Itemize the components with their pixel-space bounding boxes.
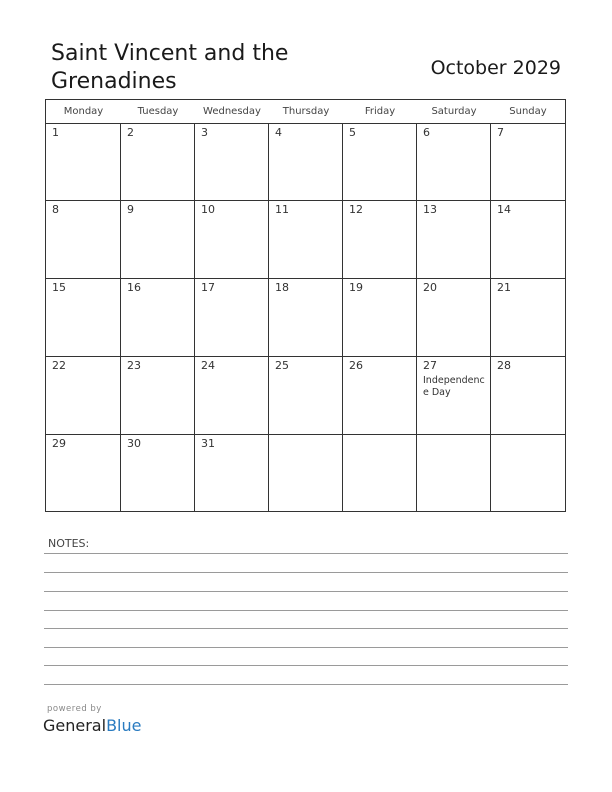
day-number: 11 (275, 203, 289, 216)
day-cell-5 (343, 124, 417, 200)
notes-label: NOTES: (48, 537, 90, 550)
day-cell-24 (195, 357, 269, 433)
day-cell-9 (121, 201, 195, 277)
day-number: 25 (275, 359, 289, 372)
day-number: 4 (275, 126, 282, 139)
day-number: 8 (52, 203, 59, 216)
day-number: 3 (201, 126, 208, 139)
day-cell-10 (195, 201, 269, 277)
day-cell-11 (269, 201, 343, 277)
notes-line (44, 553, 568, 554)
weekday-sunday: Sunday (509, 106, 547, 117)
day-number: 13 (423, 203, 437, 216)
notes-line (44, 647, 568, 648)
day-number: 6 (423, 126, 430, 139)
day-cell-19 (343, 279, 417, 355)
day-number: 5 (349, 126, 356, 139)
powered-by-text: powered by (47, 704, 102, 714)
day-cell-17 (195, 279, 269, 355)
weekday-monday: Monday (63, 106, 104, 117)
day-number: 24 (201, 359, 215, 372)
day-number: 9 (127, 203, 134, 216)
brand-blue: Blue (106, 716, 142, 735)
day-cell-6 (417, 124, 491, 200)
day-cell-18 (269, 279, 343, 355)
day-cell-29 (46, 435, 121, 511)
notes-line (44, 665, 568, 666)
day-cell-4 (269, 124, 343, 200)
day-cell-14 (491, 201, 565, 277)
weekday-thursday: Thursday (282, 106, 330, 117)
day-cell-23 (121, 357, 195, 433)
day-number: 17 (201, 281, 215, 294)
day-cell-27 (417, 357, 491, 433)
day-number: 28 (497, 359, 511, 372)
day-number: 31 (201, 437, 215, 450)
day-cell-21 (491, 279, 565, 355)
empty-day-cell (269, 435, 343, 511)
day-cell-3 (195, 124, 269, 200)
notes-line (44, 628, 568, 629)
day-number: 27 (423, 359, 437, 372)
day-cell-20 (417, 279, 491, 355)
holiday-label: Independence Day (423, 375, 485, 398)
weekday-friday: Friday (364, 106, 396, 117)
weekday-wednesday: Wednesday (203, 106, 261, 117)
day-number: 7 (497, 126, 504, 139)
notes-line (44, 572, 568, 573)
day-number: 12 (349, 203, 363, 216)
day-cell-30 (121, 435, 195, 511)
day-number: 20 (423, 281, 437, 294)
day-number: 19 (349, 281, 363, 294)
day-cell-8 (46, 201, 121, 277)
day-number: 2 (127, 126, 134, 139)
calendar-grid (45, 99, 566, 512)
day-cell-15 (46, 279, 121, 355)
day-number: 10 (201, 203, 215, 216)
brand-logo (43, 716, 141, 736)
day-number: 14 (497, 203, 511, 216)
day-number: 15 (52, 281, 66, 294)
day-cell-25 (269, 357, 343, 433)
day-cell-16 (121, 279, 195, 355)
day-number: 23 (127, 359, 141, 372)
month-year: October 2029 (430, 57, 561, 79)
day-number: 22 (52, 359, 66, 372)
day-number: 18 (275, 281, 289, 294)
notes-line (44, 591, 568, 592)
empty-day-cell (491, 435, 565, 511)
empty-day-cell (417, 435, 491, 511)
weekday-header-row (46, 100, 565, 124)
day-number: 21 (497, 281, 511, 294)
day-cell-26 (343, 357, 417, 433)
day-cell-2 (121, 124, 195, 200)
day-cell-1 (46, 124, 121, 200)
day-number: 30 (127, 437, 141, 450)
weekday-tuesday: Tuesday (137, 106, 179, 117)
day-cell-7 (491, 124, 565, 200)
day-number: 16 (127, 281, 141, 294)
empty-day-cell (343, 435, 417, 511)
day-cell-22 (46, 357, 121, 433)
calendar-title: Saint Vincent and the Grenadines (51, 41, 289, 94)
day-cell-12 (343, 201, 417, 277)
day-number: 1 (52, 126, 59, 139)
day-cell-13 (417, 201, 491, 277)
notes-line (44, 610, 568, 611)
day-number: 29 (52, 437, 66, 450)
day-cell-31 (195, 435, 269, 511)
weekday-saturday: Saturday (431, 106, 477, 117)
day-cell-28 (491, 357, 565, 433)
brand-general: General (43, 716, 107, 735)
notes-line (44, 684, 568, 685)
day-number: 26 (349, 359, 363, 372)
